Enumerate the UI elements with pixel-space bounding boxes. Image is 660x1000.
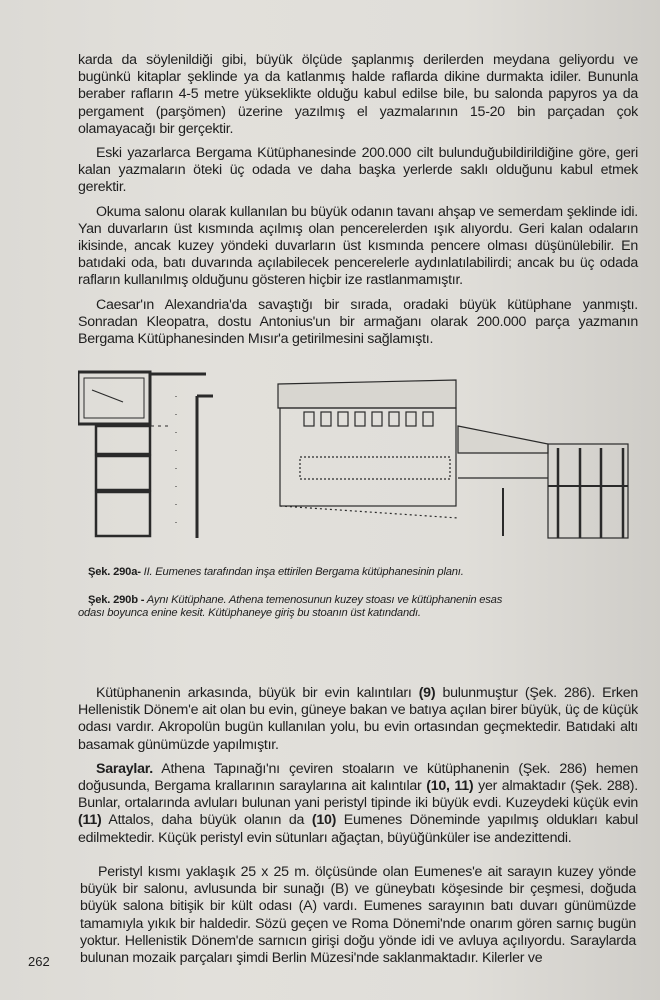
plan-room-2 [96, 426, 150, 454]
top-text-block [78, 52, 638, 355]
paragraph: Okuma salonu olarak kullanılan bu büyük odanın tavanı ahşap ve semerdam şeklinde idi. Yan duvarların üst kısmında açılmış olan pencerelerden ışık alıyordu. Geri kalan odaların ikisinde, ancak kuzey yöndeki duvarların üst kısmında pencere olması düşünülebilir. En batıdaki oda, batı duvarında açılabilecek pencerelerle aydınlatılabilirdi; ancak bu üç odada rafların kullanılmış olduğunu gösteren hiçbir ize rastlanmamıştır. [78, 203, 638, 289]
caption-290b [78, 594, 528, 621]
paragraph: Kütüphanenin arkasında, büyük bir evin kalıntıları (9) bulunmuştur (Şek. 286). Erken Hellenistik Dönem'e ait olan bu evin, güneye bakan ve batıya açılan birer büyük, üç de küçük odası vardır. Akropolün bugün kullanılan yolu, bu evin ortasından geçmektedir. Batıdaki altı basamak günümüzde yapılmıştır. [78, 685, 638, 753]
library-cross-section [278, 380, 628, 538]
bottom-text-block [80, 864, 636, 974]
paragraph: Caesar'ın Alexandria'da savaştığı bir sırada, oradaki büyük kütüphane yanmıştı. Sonradan Kleopatra, dostu Antonius'un bir armağanı olarak 200.000 parça yazmanın Bergama Kütüphanesinden Mısır'a getirilmesini sağlamıştı. [78, 296, 638, 348]
caption-label: Şek. 290b - [88, 593, 145, 606]
section-windows [304, 412, 433, 426]
figure-captions [78, 566, 528, 635]
caption-text: Aynı Kütüphane. Athena temenosunun kuzey stoası ve kütüphanenin esas odası boyunca enine kesit. Kütüphaneye giriş bu stoanın üst katındandı. [78, 593, 503, 619]
caption-290a [78, 566, 528, 580]
plan-diagonal [92, 390, 123, 402]
section-stoa-roof [458, 426, 548, 453]
middle-text-block [78, 685, 638, 854]
caption-label: Şek. 290a- [88, 566, 141, 578]
figure-area [78, 368, 648, 558]
caption-text: II. Eumenes tarafından inşa ettirilen Bergama kütüphanesinin planı. [140, 566, 464, 578]
paragraph: karda da söylenildiği gibi, büyük ölçüde şaplanmış derilerden meydana geliyordu ve bugünkü kitaplar şeklinde ya da katlanmış halde raflarda dikine durmakta idiler. Bununla beraber rafların 4-5 metre yükseklikte olduğu kabul edilse bile, bu salonda papyros ya da pergament (parşömen) üzerine yazılmış el yazmalarının 15-20 bin parçadan çok olamayacağı bir gerçektir. [78, 52, 638, 137]
library-floor-plan [78, 372, 213, 538]
section-roof [278, 380, 456, 408]
page-number: 262 [28, 954, 50, 969]
section-shelves [300, 457, 450, 479]
paragraph: Eski yazarlarca Bergama Kütüphanesinde 200.000 cilt bulunduğubildirildiğine göre, geri kalan yazmaların öteki üç odada ve daha başka yerlerde saklı olduğunu kabul etmek gerektir. [78, 145, 638, 196]
section-heading: Saraylar. [96, 760, 153, 777]
paragraph-saraylar: Saraylar. Athena Tapınağı'nı çeviren stoaların ve kütüphanenin (Şek. 286) hemen doğusunda, Bergama krallarının saraylarına ait kalıntılar (10, 11) yer almaktadır (Şek. 288). Bunlar, ortalarında avluları bulunan yani peristyl tipinde iki büyük evdi. Kuzeydeki küçük evin (11) Attalos, daha büyük olanın da (10) Eumenes Döneminde yapılmış oldukları kabul edilmektedir. Küçük peristyl evin sütunları ağaçtan, büyüğünküler ise andezittendi. [78, 760, 638, 846]
plan-room-4 [96, 492, 150, 536]
paragraph: Peristyl kısmı yaklaşık 25 x 25 m. ölçüsünde olan Eumenes'e ait sarayın kuzey yönde büyük bir salonu, avlusunda bir sunağı (B) ve güneybatı köşesinde bir çeşmesi, doğuda büyük salona bitişik bir kült odası (A) vardı. Eumenes sarayının batı duvarı günümüzde tamamıyla yıkık bir haldedir. Sözü geçen ve Roma Dönemi'nde onarım gören sarnıç bugün yoktur. Hellenistik Dönem'de sarnıcın girişi doğu yönde idi ve avluya açılıyordu. Saraylarda bulunan mozaik parçaları şimdi Berlin Müzesi'nde saklanmaktadır. Kilerler ve [80, 864, 636, 967]
plan-room-3 [96, 456, 150, 490]
section-stoa-facade [548, 444, 628, 538]
